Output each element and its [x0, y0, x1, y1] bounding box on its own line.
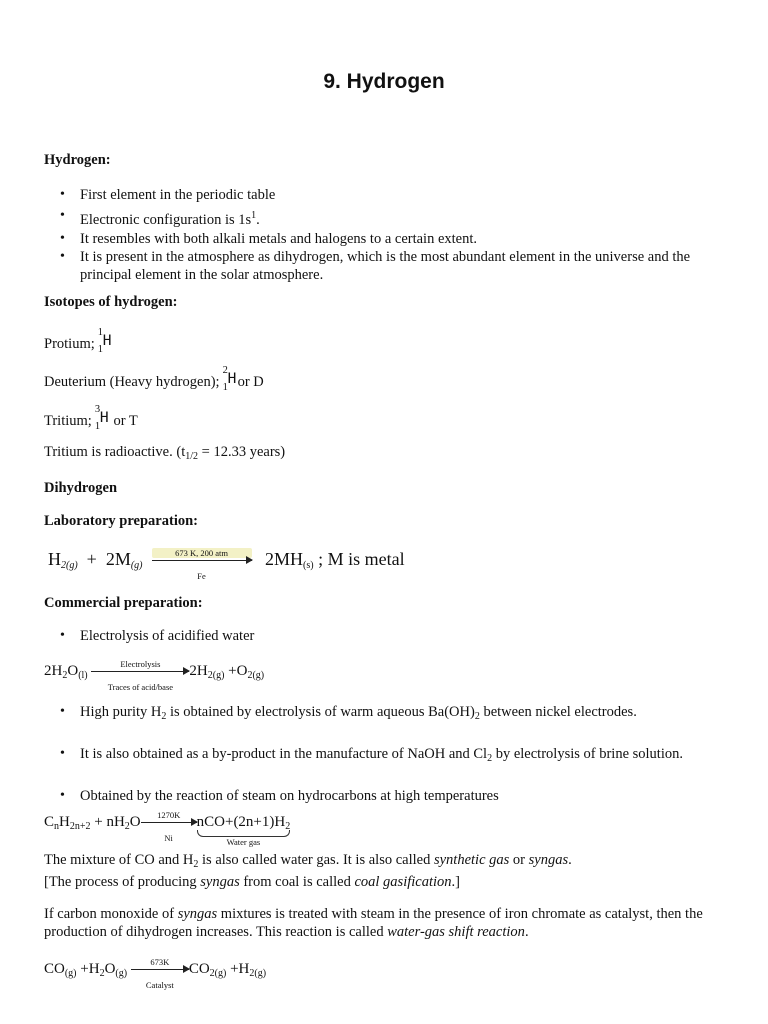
- list-item: • Electronic configuration is $1s^1$.: [44, 207, 734, 229]
- list-item: • It resembles with both alkali metals and halogens to a certain extent.: [44, 230, 734, 248]
- protium-symbol: 1 1 H: [97, 327, 112, 355]
- dihydrogen-heading: Dihydrogen: [44, 480, 118, 496]
- list-item: • First element in the periodic table: [44, 186, 734, 204]
- water-gas-paragraph: The mixture of CO and $H_2$ is also called water gas. It is also called synthetic gas or syngas.: [44, 852, 572, 870]
- lab-equation: $H_{2(g)} + 2M_{(g)}$ 673 K, 200 atm Fe $2MH_{(s)}$ ; M is metal: [48, 548, 405, 582]
- hydrogen-heading: Hydrogen:: [44, 152, 111, 168]
- list-item: • High purity $H_2$ is obtained by electrolysis of warm aqueous $Ba(OH)_2$ between nickel electrodes.: [44, 703, 744, 726]
- electrolysis-arrow: Electrolysis Traces of acid/base: [91, 671, 189, 672]
- electrolysis-equation: $2H_2O_{(l)}$ Electrolysis Traces of acid/base $2H_{2(g)} +O_{2(g)}$: [44, 659, 265, 693]
- tritium-radioactive: Tritium is radioactive. ($t_{1/2} = 12.33$ years): [44, 444, 286, 462]
- coal-gasification-paragraph: [The process of producing syngas from coal is called coal gasification.]: [44, 874, 460, 890]
- water-gas-group: $nCO+(2n+1)H_2$ Water gas: [196, 814, 291, 847]
- commercial-list-2: [44, 703, 744, 805]
- deuterium-line: Deuterium (Heavy hydrogen); 2 1 H or D: [44, 365, 264, 393]
- water-gas-shift-paragraph: If carbon monoxide of syngas mixtures is treated with steam in the presence of iron chromate as catalyst, then the production of dihydrogen increases. This reaction is called water-gas shift reaction.: [44, 906, 703, 940]
- water-gas-brace: [197, 830, 291, 837]
- commercial-prep-heading: Commercial preparation:: [44, 595, 203, 611]
- tritium-line: Tritium; 3 1 H or T: [44, 404, 138, 432]
- commercial-list-1: [44, 627, 734, 645]
- list-item: • It is also obtained as a by-product in the manufacture of NaOH and $Cl_2$ by electrolysis of brine solution.: [44, 745, 744, 768]
- lab-reaction-arrow: 673 K, 200 atm Fe: [152, 560, 252, 561]
- hydrogen-bullet-list: [44, 186, 734, 284]
- water-gas-shift-arrow: 673K Catalyst: [131, 969, 189, 970]
- water-gas-shift-equation: $CO_{(g)} +H_2O_{(g)}$ 673K Catalyst $CO_{2(g)} +H_{2(g)}$: [44, 957, 267, 991]
- deuterium-symbol: 2 1 H: [222, 365, 237, 393]
- tritium-symbol: 3 1 H: [94, 404, 109, 432]
- list-item: • Electrolysis of acidified water: [44, 627, 734, 645]
- page-title: 9. Hydrogen: [323, 70, 445, 93]
- water-gas-label: Water gas: [226, 837, 261, 847]
- protium-line: Protium; 1 1 H: [44, 327, 112, 355]
- list-item: • It is present in the atmosphere as dihydrogen, which is the most abundant element in the universe and the principal element in the solar atmosphere.: [44, 248, 734, 284]
- list-item: • Obtained by the reaction of steam on hydrocarbons at high temperatures: [44, 787, 744, 805]
- lab-prep-heading: Laboratory preparation:: [44, 513, 198, 529]
- steam-reforming-arrow: $\frac{1270K}{Ni}$: [141, 822, 197, 823]
- steam-reforming-equation: $C_nH_{2n+2} + nH_2O$ $\frac{1270K}{Ni}$ $nCO+(2n+1)H_2$ Water gas: [44, 810, 291, 847]
- isotopes-heading: Isotopes of hydrogen:: [44, 294, 178, 310]
